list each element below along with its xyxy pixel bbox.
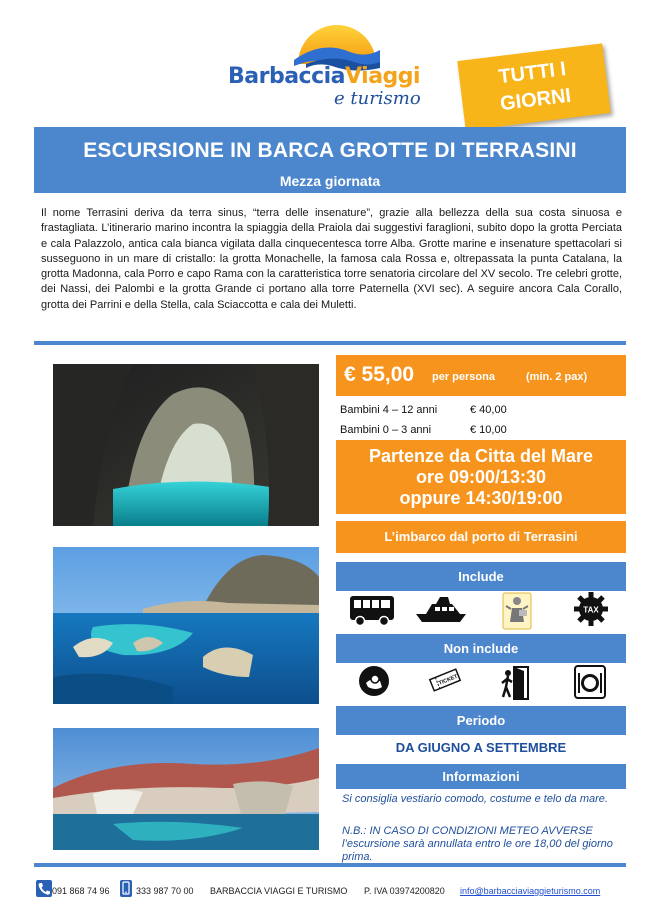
kids-price-value: € 10,00 [470,424,507,436]
ticket-icon [428,665,462,695]
exit-door-icon [500,665,530,701]
kids-price-label: Bambini 0 – 3 anni [340,424,432,436]
divider-top [34,341,626,345]
page-subtitle: Mezza giornata [279,173,381,189]
info-clothing-advice: Si consiglia vestiario comodo, costume e telo da mare. [342,793,608,805]
divider-bottom [34,863,626,867]
not-include-icons [336,665,626,705]
period-header: Periodo [336,706,626,735]
departure-place: Partenze da Citta del Mare [368,446,594,466]
svg-text:TAX: TAX [583,605,599,615]
footer-company: BARBACCIA VIAGGI E TURISMO [210,886,348,896]
not-include-header: Non include [336,634,626,663]
price-minimum: (min. 2 pax) [526,371,588,383]
bus-icon [348,592,396,628]
badge-line-1: TUTTI I [497,58,568,89]
include-header: Include [336,562,626,591]
daily-badge [457,43,610,130]
include-icons [336,592,626,632]
period-value: DA GIUGNO A SETTEMBRE [395,740,567,755]
price-per-person: per persona [432,371,495,383]
svg-text:TICKET: TICKET [438,673,459,687]
tour-description: Il nome Terrasini deriva da terra sinus, “terra delle insenature”, grazie alla bellezza della sua costa sinuosa e frastagliata. L’itinerario marino incontra la spiaggia della Praiola dai suggestivi faraglioni, subito dopo la grotta Perciata e cala Palazzolo, antica cala bianca vigilata dalla cinquecentesca torre Alba. Grotte marine e insenature spettacolari si susseguono in un mare di cristallo: la grotta Monachelle, la famosa cala Rossa e, oltrepassata la punta Catalana, la grotta Madonna, cala Porro e capo Rama con la caratteristica torre senatoria circolare del XV secolo. Tre celebri grotte, dei Nassi, dei Palombi e la grotta Grande ci portano alla torre Paternella (XVI sec). A seguire ancora Cala Corallo, grotta dei Parrini e della Stella, cala Sciaccotta e cala dei Muletti. [41,207,622,311]
price-amount: € 55,00 [344,363,415,386]
photo-cliffs [53,728,319,850]
guide-icon [502,592,532,630]
badge-line-2: GIORNI [498,84,573,116]
footer-phone: 091 868 74 96 [52,886,110,896]
boarding-banner: L’imbarco dal porto di Terrasini [336,521,626,553]
yacht-icon [414,592,470,626]
company-logo [226,14,436,109]
price-banner [336,355,626,396]
phone-icon [36,880,52,897]
logo-tagline: e turismo [334,88,421,109]
logo-wordmark: BarbacciaViaggi [228,64,421,89]
title-banner [34,127,626,193]
footer-email-link[interactable]: info@barbacciaviaggieturismo.com [460,886,601,896]
tax-icon [574,592,608,626]
mobile-phone-icon [120,880,132,897]
footer-vat: P. IVA 03974200820 [364,886,445,896]
departure-times-1: ore 09:00/13:30 [415,467,547,487]
footer-contacts [36,880,626,900]
info-weather-note: N.B.: IN CASO DI CONDIZIONI METEO AVVERSE l’escursione sarà annullata entro le ore 18,00 del giorno prima. [342,825,613,863]
kids-price-row [340,404,507,416]
departure-banner [336,440,626,514]
footer-mobile: 333 987 70 00 [136,886,194,896]
kids-price-value: € 40,00 [470,404,507,416]
page-title: ESCURSIONE IN BARCA GROTTE DI TERRASINI [83,139,577,162]
kids-price-row [340,424,507,436]
photo-coastline [53,547,319,704]
meal-icon [574,665,606,699]
info-header: Informazioni [336,764,626,789]
departure-times-2: oppure 14:30/19:00 [399,488,563,508]
photo-sea-cave [53,364,319,526]
kids-price-label: Bambini 4 – 12 anni [340,404,438,416]
tip-icon [358,665,390,697]
